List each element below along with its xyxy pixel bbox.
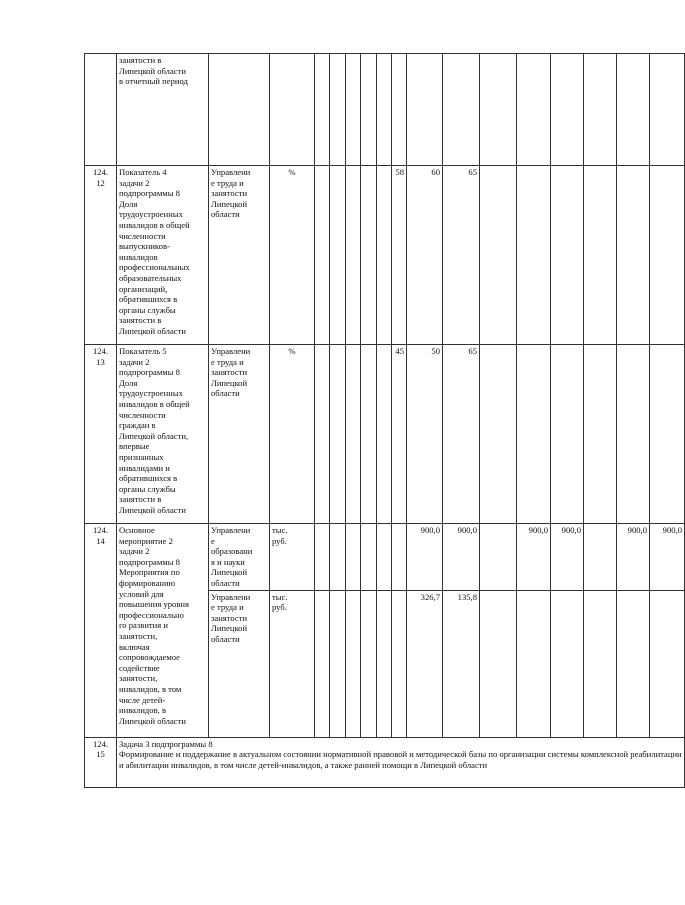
value-cell: 58 — [392, 166, 407, 345]
value-cell: 900,0 — [551, 524, 584, 591]
table-row — [85, 737, 685, 787]
row-number-cell: 124. 13 — [85, 345, 117, 524]
program-indicators-table — [84, 53, 685, 788]
executor-cell: Управлени е труда и занятости Липецкой области — [209, 590, 270, 737]
table-row — [85, 166, 685, 345]
table-row — [85, 524, 685, 591]
row-number-cell: 124. 15 — [85, 737, 117, 787]
table-row — [85, 54, 685, 166]
value-cell: 135,8 — [443, 590, 480, 737]
row-number-cell — [85, 54, 117, 166]
value-cell: 900,0 — [443, 524, 480, 591]
value-cell: 45 — [392, 345, 407, 524]
executor-cell: Управлени е образовани я и науки Липецкой области — [209, 524, 270, 591]
row-name-cell: Показатель 4 задачи 2 подпрограммы 8 Доля трудоустроенных инвалидов в общей численности выпускников- инвалидов профессиональных образовательных организаций, обратившихся в органы службы занятости в Липецкой области — [117, 166, 209, 345]
value-cell: 50 — [407, 345, 443, 524]
value-cell: 900,0 — [407, 524, 443, 591]
row-number-cell: 124. 12 — [85, 166, 117, 345]
row-name-cell: занятости в Липецкой области в отчетный период — [117, 54, 209, 166]
unit-cell: % — [270, 166, 315, 345]
value-cell: 900,0 — [617, 524, 650, 591]
value-cell: 65 — [443, 345, 480, 524]
unit-cell: тыс. руб. — [270, 590, 315, 737]
value-cell: 326,7 — [407, 590, 443, 737]
value-cell: 60 — [407, 166, 443, 345]
value-cell: 65 — [443, 166, 480, 345]
value-cell: 900,0 — [517, 524, 551, 591]
unit-cell: тыс. руб. — [270, 524, 315, 591]
row-name-cell: Основное мероприятие 2 задачи 2 подпрограммы 8 Мероприятия по формированию условий для повышения уровня профессионально го развития и занятости, включая сопровождаемое содействие занятости, инвалидов, в том числе детей- инвалидов, в Липецкой области — [117, 524, 209, 738]
table-row — [85, 345, 685, 524]
row-number-cell: 124. 14 — [85, 524, 117, 738]
value-cell: 900,0 — [650, 524, 685, 591]
task-description-cell: Задача 3 подпрограммы 8 Формирование и поддержание в актуальном состоянии нормативной правовой и методической базы по организации системы комплексной реабилитации и абилитации инвалидов, в том числе детей-инвалидов, а также ранней помощи в Липецкой области — [117, 737, 685, 787]
unit-cell: % — [270, 345, 315, 524]
row-name-cell: Показатель 5 задачи 2 подпрограммы 8 Доля трудоустроенных инвалидов в общей численности граждан в Липецкой области, впервые признанных инвалидами и обратившихся в органы службы занятости в Липецкой области — [117, 345, 209, 524]
executor-cell: Управлени е труда и занятости Липецкой области — [209, 166, 270, 345]
executor-cell: Управлени е труда и занятости Липецкой области — [209, 345, 270, 524]
